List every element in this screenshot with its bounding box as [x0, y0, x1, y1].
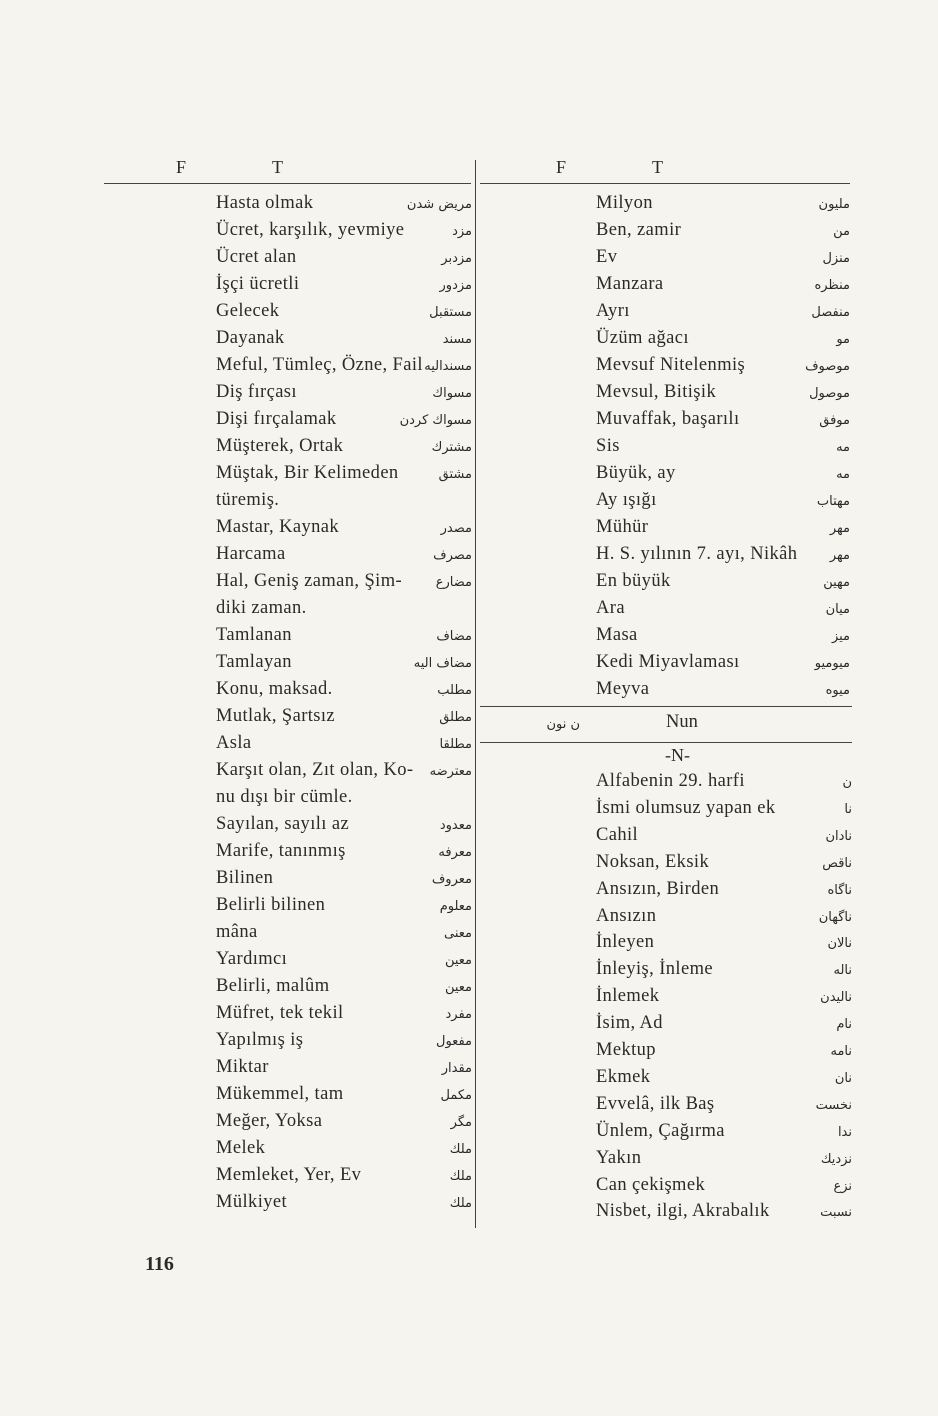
entry-persian-word: مشتق	[438, 467, 472, 482]
left-header-t: T	[272, 157, 283, 177]
entry-persian-word: ناگاه	[827, 882, 852, 898]
entry-turkish-meaning: Memleket, Yer, Ev	[216, 1165, 362, 1185]
dictionary-entry	[104, 1136, 472, 1163]
entry-turkish-meaning: Bilinen	[216, 868, 274, 888]
entry-turkish-meaning: Konu, maksad.	[216, 679, 333, 699]
dictionary-entry	[104, 299, 472, 326]
entry-turkish-meaning: Ara	[596, 598, 625, 618]
entry-persian-word: معدود	[439, 818, 472, 833]
entry-persian-word: ملك	[449, 1169, 472, 1184]
dictionary-entry	[104, 623, 472, 650]
entry-turkish-meaning: Mühür	[596, 517, 649, 537]
entry-persian-word: نسبت	[820, 1205, 852, 1221]
entry-turkish-meaning: Müfret, tek tekil	[216, 1003, 344, 1023]
dictionary-entry	[480, 1038, 852, 1065]
entry-turkish-meaning: Ansızın	[596, 905, 657, 926]
dictionary-entry	[104, 758, 472, 785]
entry-persian-word: موصوف	[805, 359, 850, 374]
entry-turkish-meaning: Ücret alan	[216, 247, 297, 267]
entry-persian-word: ملك	[449, 1142, 472, 1157]
entry-turkish-meaning: Büyük, ay	[596, 463, 676, 483]
entry-persian-word: ن	[842, 775, 852, 790]
entry-turkish-meaning: Noksan, Eksik	[596, 851, 710, 872]
entry-persian-word: نزع	[833, 1178, 852, 1194]
dictionary-entry	[480, 930, 852, 957]
right-header-t: T	[652, 157, 663, 177]
entry-turkish-meaning: İsmi olumsuz yapan ek	[596, 797, 776, 818]
entry-persian-word: نادان	[825, 828, 852, 844]
entry-turkish-meaning: Gelecek	[216, 301, 280, 321]
dictionary-entry	[104, 1028, 472, 1055]
dictionary-entry	[104, 353, 472, 380]
dictionary-entry	[480, 1065, 852, 1092]
entry-persian-word: معلوم	[439, 899, 472, 914]
dictionary-entry	[104, 272, 472, 299]
entry-turkish-meaning: İnleyen	[596, 932, 655, 953]
n-section-heading: -N-	[665, 745, 690, 765]
dictionary-entry	[480, 850, 852, 877]
entry-persian-word: مهين	[823, 575, 850, 590]
dictionary-entry	[480, 650, 850, 677]
entry-persian-word: مستقبل	[429, 305, 472, 320]
entry-persian-word: مزد	[452, 224, 472, 239]
entry-persian-word: مضارع	[435, 575, 472, 590]
entry-persian-word: ميوه	[825, 683, 850, 698]
dictionary-entry	[104, 461, 472, 488]
entry-turkish-meaning: Ünlem, Çağırma	[596, 1120, 725, 1141]
dictionary-entry	[480, 515, 850, 542]
entry-turkish-meaning: Yapılmış iş	[216, 1030, 304, 1050]
entry-turkish-meaning: Meful, Tümleç, Özne, Fail	[216, 355, 423, 375]
entry-persian-word: مزدور	[439, 278, 472, 293]
dictionary-entry	[480, 380, 850, 407]
entry-persian-word: مطلقا	[439, 737, 472, 752]
entry-turkish-meaning: Müşterek, Ortak	[216, 436, 344, 456]
entry-turkish-meaning: Can çekişmek	[596, 1174, 706, 1195]
dictionary-entry	[480, 1119, 852, 1146]
dictionary-entry	[104, 785, 472, 812]
dictionary-entry	[104, 650, 472, 677]
entry-turkish-meaning: mâna	[216, 922, 258, 942]
entry-persian-word: مضاف اليه	[413, 656, 472, 671]
entry-persian-word: معين	[444, 953, 472, 968]
dictionary-entry	[104, 434, 472, 461]
entry-persian-word: ميان	[825, 602, 850, 617]
dictionary-entry	[480, 1199, 852, 1226]
entry-turkish-meaning: En büyük	[596, 571, 671, 591]
entry-turkish-meaning: Dayanak	[216, 328, 285, 348]
dictionary-entry	[104, 947, 472, 974]
dictionary-entry	[104, 191, 472, 218]
entry-turkish-meaning: Mülkiyet	[216, 1192, 288, 1212]
entry-turkish-meaning: Ben, zamir	[596, 220, 682, 240]
entry-persian-word: نزديك	[820, 1151, 852, 1167]
nun-header-row	[480, 706, 852, 742]
column-divider	[475, 160, 476, 1228]
entry-persian-word: معترضه	[429, 764, 472, 779]
entry-turkish-meaning: Alfabenin 29. harfi	[596, 771, 745, 791]
entry-turkish-meaning: Kedi Miyavlaması	[596, 652, 740, 672]
dictionary-entry	[480, 461, 850, 488]
entry-persian-word: نالان	[827, 936, 852, 952]
dictionary-entry	[104, 974, 472, 1001]
dictionary-entry	[480, 1092, 852, 1119]
entry-turkish-meaning: Sayılan, sayılı az	[216, 814, 350, 834]
entry-turkish-meaning: nu dışı bir cümle.	[216, 787, 353, 807]
entry-persian-word: مفعول	[436, 1034, 472, 1049]
entry-turkish-meaning: Mektup	[596, 1040, 656, 1060]
entry-persian-word: معرفه	[438, 845, 472, 860]
dictionary-entry	[104, 866, 472, 893]
entry-turkish-meaning: Belirli bilinen	[216, 895, 326, 915]
right-header-f: F	[556, 157, 567, 177]
entry-persian-word: مهتاب	[816, 494, 850, 509]
dictionary-entry	[480, 299, 850, 326]
dictionary-entry	[480, 1146, 852, 1173]
entry-turkish-meaning: Cahil	[596, 824, 639, 845]
left-header-f: F	[176, 157, 187, 177]
entry-persian-word: مليون	[818, 197, 850, 212]
dictionary-entry	[480, 218, 850, 245]
entry-turkish-meaning: Sis	[596, 436, 620, 456]
entry-persian-word: نامه	[830, 1044, 852, 1059]
entry-persian-word: ناگهان	[818, 909, 852, 925]
entry-turkish-meaning: Üzüm ağacı	[596, 328, 689, 348]
dictionary-entry	[480, 407, 850, 434]
right-header-rule	[480, 183, 850, 184]
entry-persian-word: مفرد	[445, 1007, 472, 1022]
entry-turkish-meaning: türemiş.	[216, 490, 280, 510]
entry-turkish-meaning: H. S. yılının 7. ayı, Nikâh	[596, 544, 798, 564]
entry-persian-word: ميز	[831, 629, 850, 644]
entry-persian-word: مقدار	[441, 1061, 472, 1076]
entry-persian-word: موصول	[809, 386, 850, 401]
dictionary-entry	[480, 877, 852, 904]
entry-persian-word: مصرف	[433, 548, 472, 563]
dictionary-entry	[104, 1163, 472, 1190]
dictionary-entry	[480, 957, 852, 984]
entry-persian-word: موفق	[819, 413, 850, 428]
dictionary-entry	[480, 434, 850, 461]
dictionary-entry	[104, 380, 472, 407]
entry-turkish-meaning: Ücret, karşılık, yevmiye	[216, 220, 405, 240]
nun-rule-bottom	[480, 742, 852, 743]
left-header-rule	[104, 183, 471, 184]
entry-turkish-meaning: İnlemek	[596, 986, 660, 1007]
entry-turkish-meaning: Ev	[596, 247, 618, 267]
entry-turkish-meaning: Meyva	[596, 679, 650, 699]
entry-turkish-meaning: Ay ışığı	[596, 490, 657, 510]
dictionary-entry	[104, 839, 472, 866]
dictionary-entry	[480, 984, 852, 1011]
entry-persian-word: معين	[444, 980, 472, 995]
entry-persian-word: ناليدن	[820, 990, 852, 1006]
entry-persian-word: مگر	[450, 1115, 472, 1130]
dictionary-entry	[104, 407, 472, 434]
entry-turkish-meaning: diki zaman.	[216, 598, 307, 618]
entry-turkish-meaning: Hal, Geniş zaman, Şim-	[216, 571, 403, 591]
dictionary-entry	[104, 920, 472, 947]
entry-turkish-meaning: Belirli, malûm	[216, 976, 330, 996]
entry-turkish-meaning: Yardımcı	[216, 949, 288, 969]
entry-persian-word: منزل	[822, 251, 850, 266]
dictionary-entry	[104, 893, 472, 920]
entry-turkish-meaning: Evvelâ, ilk Baş	[596, 1093, 715, 1114]
dictionary-entry	[480, 542, 850, 569]
entry-turkish-meaning: Mevsuf Nitelenmiş	[596, 355, 746, 375]
entry-persian-word: مضاف	[436, 629, 472, 644]
dictionary-entry	[480, 569, 850, 596]
entry-persian-word: مصدر	[440, 521, 472, 536]
entry-turkish-meaning: Ekmek	[596, 1066, 651, 1087]
entry-turkish-meaning: Mutlak, Şartsız	[216, 706, 336, 726]
entry-turkish-meaning: Manzara	[596, 274, 664, 294]
page-number: 116	[145, 1253, 174, 1275]
entry-persian-word: مهر	[829, 521, 850, 536]
entry-turkish-meaning: Mevsul, Bitişik	[596, 382, 717, 402]
entry-persian-word: مه	[836, 440, 850, 455]
entry-persian-word: مكمل	[440, 1088, 472, 1103]
entry-persian-word: منفصل	[811, 305, 850, 320]
dictionary-entry	[480, 823, 852, 850]
entry-turkish-meaning: Dişi fırçalamak	[216, 409, 337, 429]
entry-turkish-meaning: Ansızın, Birden	[596, 878, 720, 899]
entry-turkish-meaning: İşçi ücretli	[216, 274, 300, 294]
entry-turkish-meaning: Yakın	[596, 1147, 642, 1168]
entry-persian-word: ميوميو	[814, 656, 850, 671]
entry-persian-word: منظره	[814, 278, 850, 293]
dictionary-entry	[480, 272, 850, 299]
entry-turkish-meaning: Marife, tanınmış	[216, 841, 346, 861]
entry-turkish-meaning: Karşıt olan, Zıt olan, Ko-	[216, 760, 414, 780]
dictionary-entry	[104, 1109, 472, 1136]
dictionary-entry	[480, 245, 850, 272]
entry-persian-word: نام	[836, 1017, 852, 1033]
dictionary-entry	[104, 245, 472, 272]
entry-persian-word: مسواك	[432, 386, 472, 401]
entry-turkish-meaning: Mastar, Kaynak	[216, 517, 340, 537]
entry-persian-word: نا	[844, 801, 852, 817]
dictionary-entry	[104, 677, 472, 704]
nun-arabic: ن نون	[546, 717, 580, 732]
dictionary-entry	[104, 704, 472, 731]
entry-persian-word: مسند	[442, 332, 472, 347]
entry-persian-word: نان	[834, 1070, 852, 1086]
dictionary-entry	[480, 623, 850, 650]
dictionary-entry	[104, 488, 472, 515]
entry-turkish-meaning: Masa	[596, 625, 638, 645]
entry-turkish-meaning: Milyon	[596, 193, 653, 213]
entry-turkish-meaning: Melek	[216, 1138, 266, 1158]
entry-persian-word: مزدبر	[441, 251, 472, 266]
entry-persian-word: مشترك	[431, 440, 472, 455]
entry-persian-word: مسنداليه	[424, 359, 472, 374]
entry-turkish-meaning: Tamlanan	[216, 625, 292, 645]
dictionary-entry	[104, 1001, 472, 1028]
dictionary-entry	[104, 569, 472, 596]
entry-persian-word: مو	[836, 332, 850, 347]
dictionary-entry	[480, 596, 850, 623]
entry-persian-word: مريض شدن	[406, 197, 472, 212]
dictionary-entry	[104, 731, 472, 758]
dictionary-entry	[480, 677, 850, 704]
entry-persian-word: مطلب	[437, 683, 472, 698]
entry-turkish-meaning: Hasta olmak	[216, 193, 314, 213]
entry-turkish-meaning: Nisbet, ilgi, Akrabalık	[596, 1201, 770, 1222]
entry-turkish-meaning: İnleyiş, İnleme	[596, 959, 713, 980]
entry-turkish-meaning: Meğer, Yoksa	[216, 1111, 323, 1131]
dictionary-entry	[480, 904, 852, 931]
entry-turkish-meaning: Asla	[216, 733, 252, 753]
dictionary-entry	[480, 769, 852, 796]
entry-turkish-meaning: Tamlayan	[216, 652, 292, 672]
entry-turkish-meaning: Muvaffak, başarılı	[596, 409, 740, 429]
entry-persian-word: ناله	[833, 963, 852, 979]
dictionary-entry	[104, 218, 472, 245]
dictionary-entry	[104, 596, 472, 623]
dictionary-entry	[480, 326, 850, 353]
dictionary-entry	[480, 488, 850, 515]
dictionary-entry	[480, 1173, 852, 1200]
entry-persian-word: مسواك كردن	[399, 413, 472, 428]
entry-turkish-meaning: Diş fırçası	[216, 382, 297, 402]
dictionary-entry	[480, 796, 852, 823]
nun-label: Nun	[666, 712, 698, 732]
entry-turkish-meaning: İsim, Ad	[596, 1013, 663, 1034]
dictionary-entry	[104, 1190, 472, 1217]
entry-persian-word: معروف	[431, 872, 472, 887]
entry-persian-word: من	[833, 224, 850, 239]
entry-persian-word: معنى	[444, 926, 472, 941]
entry-turkish-meaning: Miktar	[216, 1057, 269, 1077]
entry-persian-word: ناقص	[822, 855, 852, 871]
entry-turkish-meaning: Mükemmel, tam	[216, 1084, 344, 1104]
entry-turkish-meaning: Harcama	[216, 544, 286, 564]
entry-persian-word: نخست	[815, 1097, 852, 1113]
entry-turkish-meaning: Müştak, Bir Kelimeden	[216, 463, 399, 483]
dictionary-entry	[104, 1082, 472, 1109]
dictionary-entry	[480, 353, 850, 380]
entry-persian-word: مهر	[829, 548, 850, 563]
dictionary-entry	[104, 812, 472, 839]
dictionary-entry	[104, 1055, 472, 1082]
entry-turkish-meaning: Ayrı	[596, 301, 630, 321]
dictionary-entry	[480, 1011, 852, 1038]
entry-persian-word: مه	[836, 467, 850, 482]
entry-persian-word: مطلق	[439, 710, 472, 725]
entry-persian-word: ملك	[449, 1196, 472, 1211]
dictionary-entry	[104, 515, 472, 542]
dictionary-entry	[104, 542, 472, 569]
dictionary-entry	[480, 191, 850, 218]
entry-persian-word: ندا	[837, 1124, 852, 1140]
dictionary-entry	[104, 326, 472, 353]
